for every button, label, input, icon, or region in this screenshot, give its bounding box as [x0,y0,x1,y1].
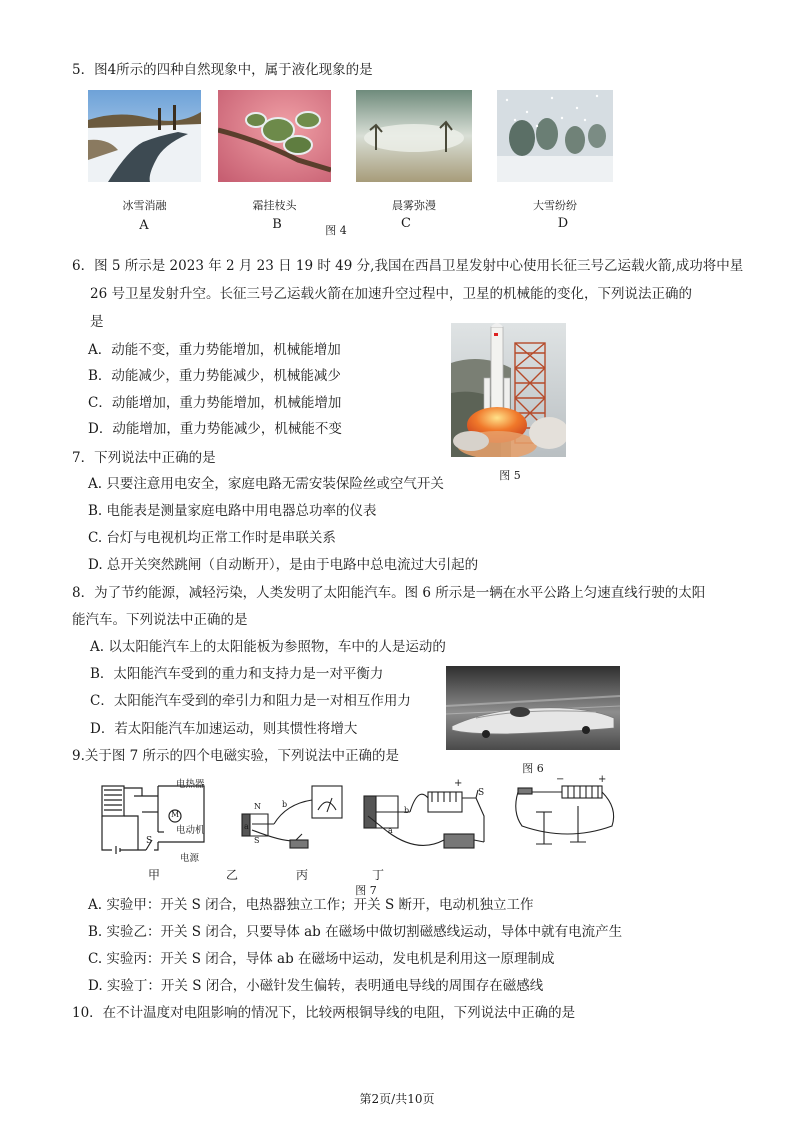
experiment-yi-diagram [238,784,348,864]
q5-stem: 5．图4所示的四种自然现象中，属于液化现象的是 [72,62,373,78]
q6-option-a: A．动能不变，重力势能增加，机械能增加 [88,342,341,358]
q9-option-a: A. 实验甲：开关 S 闭合，电热器独立工作；开关 S 断开，电动机独立工作 [88,897,534,913]
q6-option-c: C．动能增加，重力势能增加，机械能增加 [88,395,342,411]
n-pole-label: N [254,802,261,811]
q6-figure-label: 图 5 [499,469,521,482]
q8-option-a: A. 以太阳能汽车上的太阳能板为参照物，车中的人是运动的 [90,639,446,655]
sub-label-yi: 乙 [226,868,239,882]
q6-option-b: B．动能减少，重力势能减少，机械能减少 [88,368,341,384]
q5-letter-b: B [272,217,282,232]
b-label-yi: b [282,800,288,809]
q9-option-c: C. 实验丙：开关 S 闭合，导体 ab 在磁场中运动，发电机是利用这一原理制成 [88,951,555,967]
q8-stem-line2: 能汽车。下列说法中正确的是 [72,612,248,628]
q10-stem: 10．在不计温度对电阻影响的情况下，比较两根铜导线的电阻，下列说法中正确的是 [72,1005,576,1021]
frost-branch-photo [218,90,331,182]
q9-option-d: D. 实验丁：开关 S 闭合，小磁针发生偏转，表明通电导线的周围存在磁感线 [88,978,544,994]
motor-label: 电动机 [176,825,205,836]
motor-symbol: M [171,810,180,819]
heavy-snow-photo [497,90,613,182]
heater-label: 电热器 [176,779,205,790]
q5-letter-a: A [139,218,149,233]
sub-label-ding: 丁 [372,868,385,882]
experiment-jia-diagram [98,776,218,864]
s-pole-label: S [254,836,260,845]
q5-figure-label: 图 4 [325,224,347,237]
q5-caption-a: 冰雪消融 [122,199,167,212]
q9-figure-label: 图 7 [355,884,377,897]
q7-option-a: A. 只要注意用电安全，家庭电路无需安装保险丝或空气开关 [88,476,444,492]
sub-label-jia: 甲 [148,868,161,882]
a-label-yi: a [244,822,249,831]
q6-stem-line2: 26 号卫星发射升空。长征三号乙运载火箭在加速升空过程中，卫星的机械能的变化，下列说法正确的 [90,286,692,302]
minus-label-ding: − [556,774,565,785]
solar-car-photo [446,666,620,750]
q5-letter-d: D [557,216,569,231]
q6-option-d: D．动能增加，重力势能减少，机械能不变 [88,421,342,437]
plus-label-ding: + [598,774,607,785]
q7-option-b: B. 电能表是测量家庭电路中用电器总功率的仪表 [88,503,377,519]
q6-stem-line1: 6．图 5 所示是 2023 年 2 月 23 日 19 时 49 分,我国在西昌卫星发射中心使用长征三号乙运载火箭,成功将中星 [72,258,744,274]
q8-figure-label: 图 6 [522,762,544,775]
switch-label-jia: S [146,836,153,846]
sub-label-bing: 丙 [296,868,309,882]
q5-caption-d: 大雪纷纷 [533,199,577,212]
rocket-launch-photo [451,323,566,457]
page-number: 第2页/共10页 [359,1092,435,1106]
q9-stem: 9.关于图 7 所示的四个电磁实验，下列说法中正确的是 [72,748,400,764]
q5-caption-b: 霜挂枝头 [252,199,297,212]
q9-option-b: B. 实验乙：开关 S 闭合，只要导体 ab 在磁场中做切割磁感线运动，导体中就有电流产生 [88,924,623,940]
q8-stem-line1: 8．为了节约能源，减轻污染，人类发明了太阳能汽车。图 6 所示是一辆在水平公路上匀速直线行驶的太阳 [72,585,706,601]
q7-option-d: D. 总开关突然跳闸（自动断开），是由于电路中总电流过大引起的 [88,557,479,573]
experiment-ding-diagram [508,772,620,850]
power-label: 电源 [180,853,200,864]
morning-fog-photo [356,90,472,182]
q7-stem: 7．下列说法中正确的是 [72,450,216,466]
q5-letter-c: C [401,216,411,231]
experiment-bing-diagram [358,776,488,864]
a-label-bing: a [388,826,393,835]
q5-caption-c: 晨雾弥漫 [392,199,436,212]
b-label-bing: b [404,806,410,815]
switch-label-bing: S [478,788,485,798]
melting-snow-photo [88,90,201,182]
q6-stem-line3: 是 [90,314,104,330]
q8-option-c: C．太阳能汽车受到的牵引力和阻力是一对相互作用力 [90,693,411,709]
q8-option-d: D．若太阳能汽车加速运动，则其惯性将增大 [90,721,358,737]
q8-option-b: B．太阳能汽车受到的重力和支持力是一对平衡力 [90,666,384,682]
q7-option-c: C. 台灯与电视机均正常工作时是串联关系 [88,530,336,546]
plus-label-bing: + [454,778,463,789]
